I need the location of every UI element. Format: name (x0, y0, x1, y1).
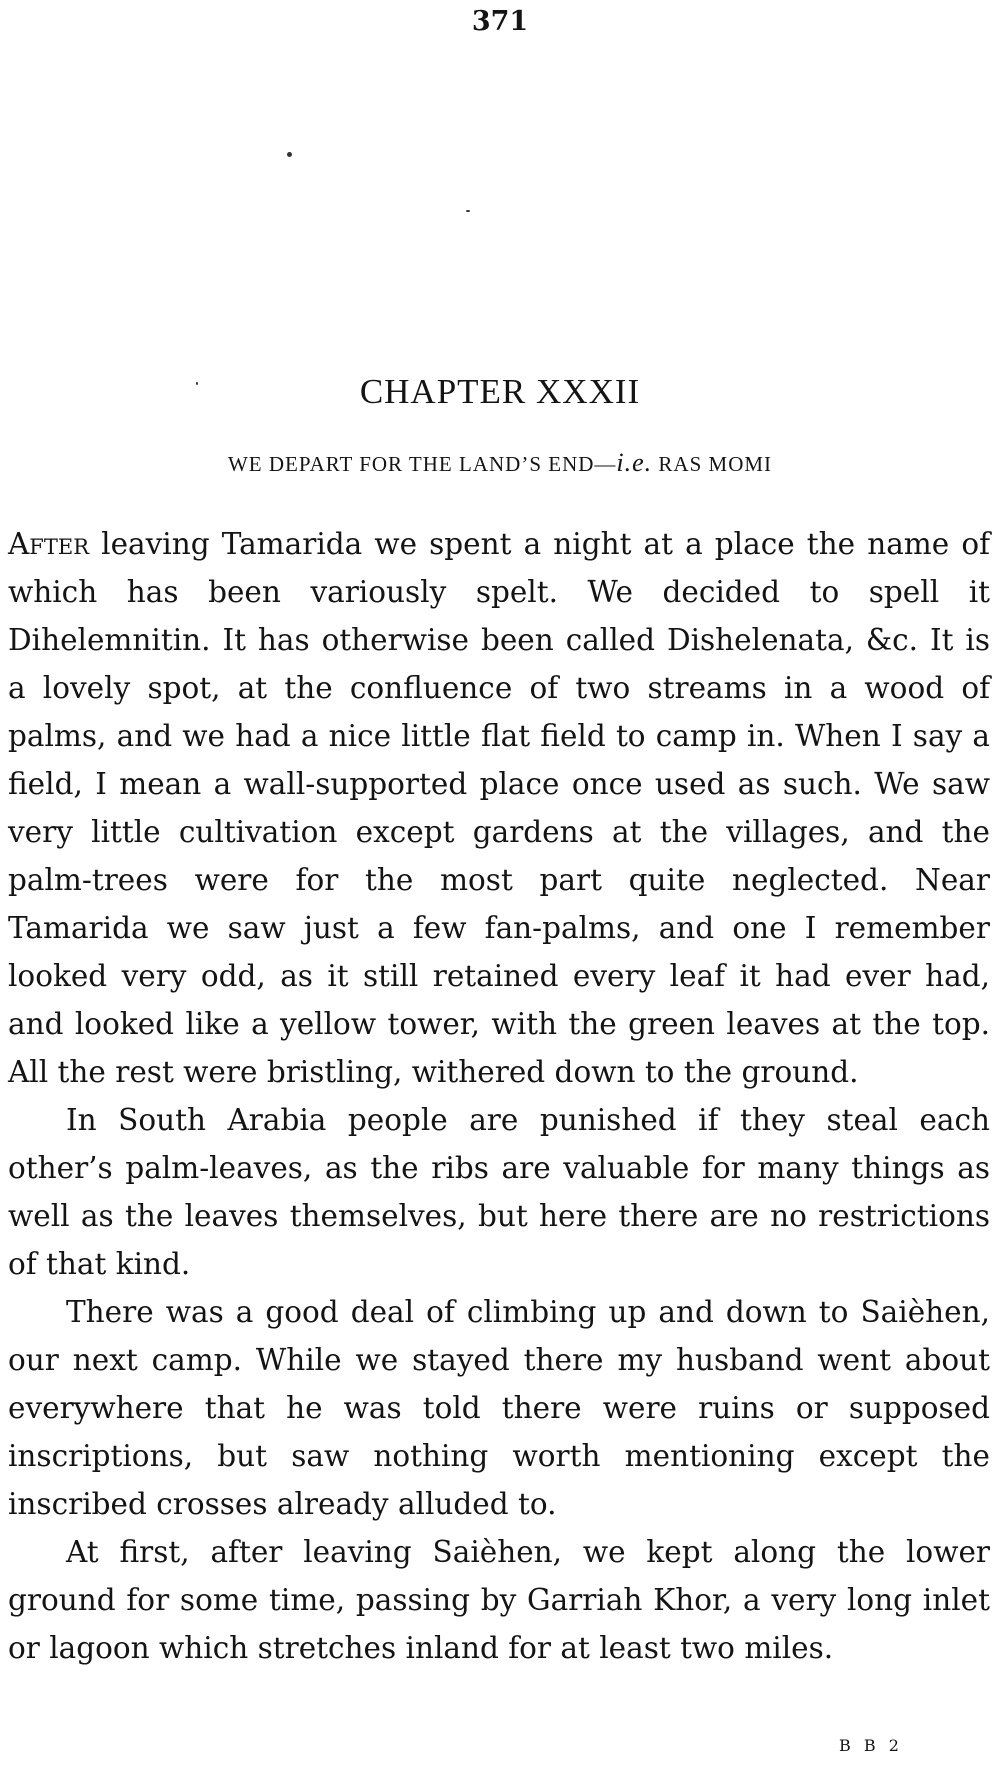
body-text (8, 520, 990, 1672)
subtitle-text-end: RAS MOMI (652, 452, 773, 476)
paragraph-text: leaving Tamarida we spent a night at a place the name of which has been variously spelt. We decided to spell it Dihelemnitin. It has otherwise been called Dishelenata, &c. It is a lovely spot, at the confluence of two streams in a wood of palms, and we had a nice little flat field to camp in. When I say a field, I mean a wall-supported place once used as such. We saw very little cultivation except gardens at the villages, and the palm-trees were for the most part quite neglected. Near Tamarida we saw just a few fan-palms, and one I remember looked very odd, as it still retained every leaf it had ever had, and looked like a yellow tower, with the green leaves at the top. All the rest were bristling, withered down to the ground. (8, 527, 990, 1089)
subtitle-italic: i.e. (616, 448, 653, 477)
page-number: 371 (471, 6, 529, 37)
paragraph-lead: After (8, 527, 90, 561)
paragraph: In South Arabia people are punished if they steal each other’s palm-leaves, as the ribs are valuable for many things as well as the leaves themselves, but here there are no restrictions of that kind. (8, 1103, 990, 1281)
subtitle-text: WE DEPART FOR THE LAND’S END— (227, 452, 617, 476)
paragraph: At first, after leaving Saièhen, we kept along the lower ground for some time, passing by Garriah Khor, a very long inlet or lagoon which stretches inland for at least two miles. (8, 1535, 990, 1665)
chapter-subtitle (0, 448, 1000, 478)
paragraph: There was a good deal of climbing up and down to Saièhen, our next camp. While we stayed there my husband went about everywhere that he was told there were ruins or supposed inscriptions, but saw nothing worth mentioning except the inscribed crosses already alluded to. (8, 1295, 990, 1521)
chapter-title: CHAPTER XXXII (359, 372, 641, 411)
print-speck (466, 210, 470, 212)
paragraph (8, 520, 990, 1096)
print-speck (287, 152, 292, 157)
signature-mark: B B 2 (839, 1736, 903, 1755)
